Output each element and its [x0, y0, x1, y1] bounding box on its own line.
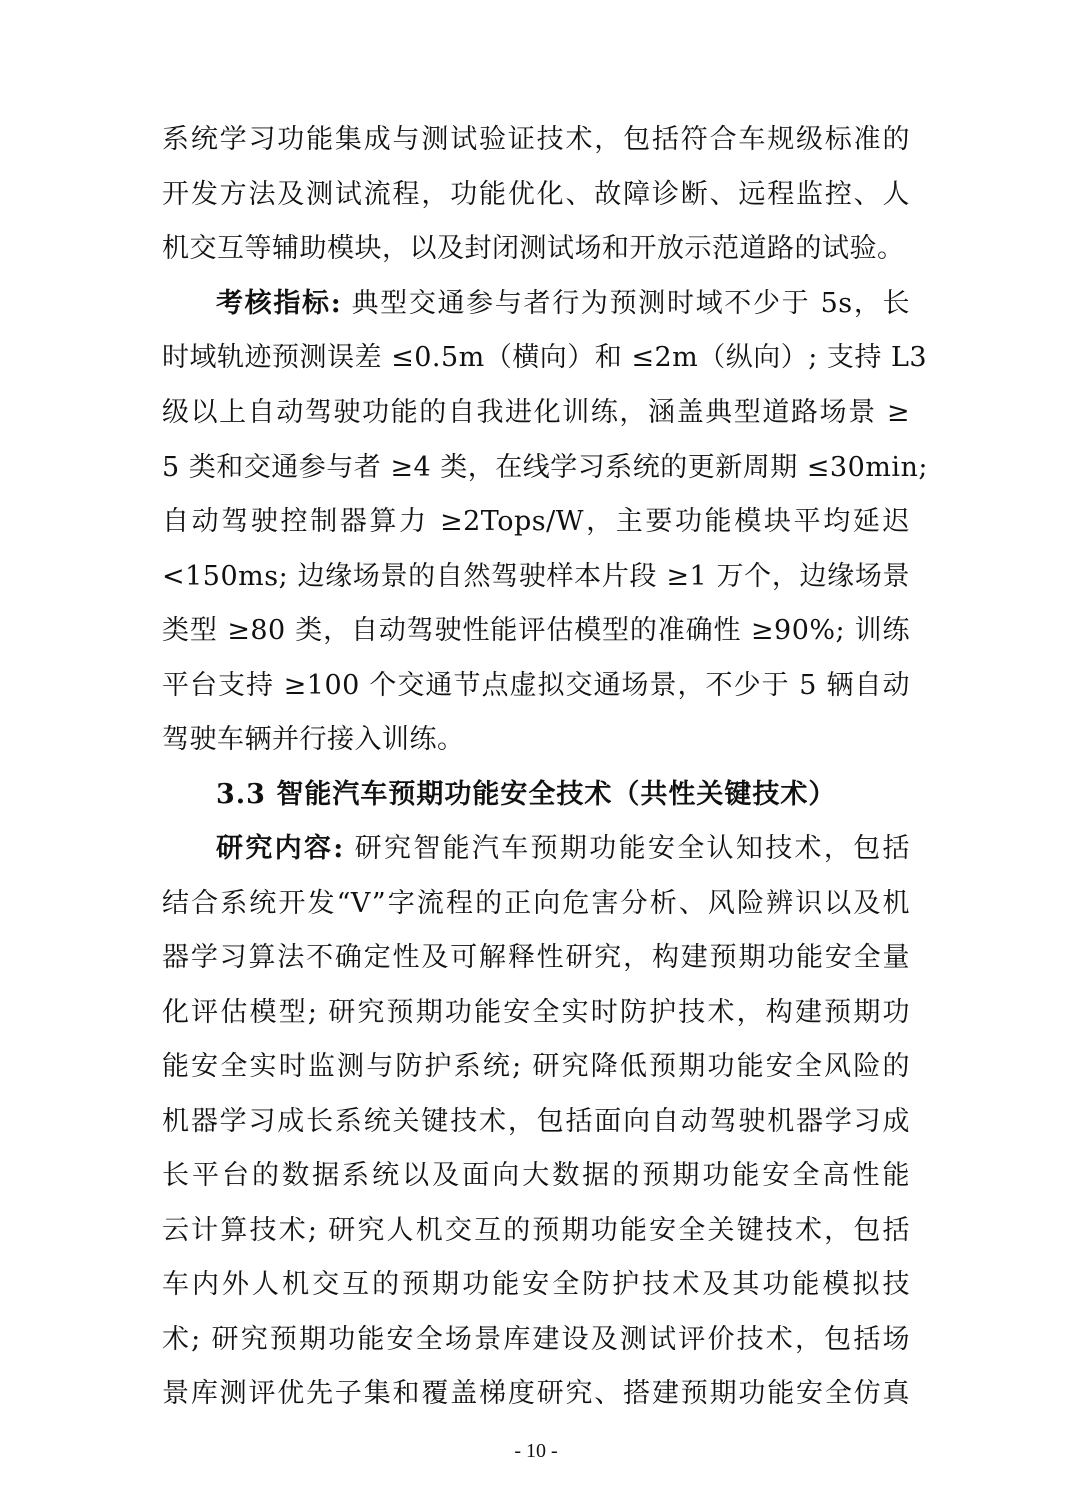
- body-line: 车内外人机交互的预期功能安全防护技术及其功能模拟技: [162, 1269, 910, 1300]
- body-line: 级以上自动驾驶功能的自我进化训练，涵盖典型道路场景 ≥: [162, 397, 910, 428]
- body-line: 驾驶车辆并行接入训练。: [162, 724, 465, 755]
- assessment-label: 考核指标:: [216, 288, 342, 319]
- body-line: 化评估模型; 研究预期功能安全实时防护技术，构建预期功: [162, 997, 910, 1028]
- body-line: 长平台的数据系统以及面向大数据的预期功能安全高性能: [162, 1160, 910, 1191]
- body-line: 类型 ≥80 类，自动驾驶性能评估模型的准确性 ≥90%; 训练: [162, 615, 910, 646]
- body-line: 平台支持 ≥100 个交通节点虚拟交通场景，不少于 5 辆自动: [162, 670, 910, 701]
- body-line: <150ms; 边缘场景的自然驾驶样本片段 ≥1 万个，边缘场景: [162, 561, 910, 592]
- body-line: 时域轨迹预测误差 ≤0.5m（横向）和 ≤2m（纵向）; 支持 L3: [162, 342, 928, 373]
- body-line: 机器学习成长系统关键技术，包括面向自动驾驶机器学习成: [162, 1106, 910, 1137]
- body-line: 系统学习功能集成与测试验证技术，包括符合车规级标准的: [162, 124, 910, 155]
- section-heading: 3.3 智能汽车预期功能安全技术（共性关键技术）: [216, 779, 837, 810]
- body-line: 5 类和交通参与者 ≥4 类，在线学习系统的更新周期 ≤30min;: [162, 452, 929, 483]
- research-text: 研究智能汽车预期功能安全认知技术，包括: [343, 833, 910, 864]
- body-line: 机交互等辅助模块，以及封闭测试场和开放示范道路的试验。: [162, 233, 905, 264]
- body-line: 景库测评优先子集和覆盖梯度研究、搭建预期功能安全仿真: [162, 1378, 910, 1409]
- body-line: 术; 研究预期功能安全场景库建设及测试评价技术，包括场: [162, 1324, 910, 1355]
- body-line: 自动驾驶控制器算力 ≥2Tops/W，主要功能模块平均延迟: [162, 506, 910, 537]
- body-line: 结合系统开发“V”字流程的正向危害分析、风险辨识以及机: [162, 888, 910, 919]
- assessment-first-line: [216, 284, 910, 324]
- body-line: 云计算技术; 研究人机交互的预期功能安全关键技术，包括: [162, 1215, 910, 1246]
- assessment-text: 典型交通参与者行为预测时域不少于 5s，长: [341, 288, 911, 319]
- research-label: 研究内容:: [216, 833, 344, 864]
- research-first-line: [216, 829, 910, 869]
- body-line: 开发方法及测试流程，功能优化、故障诊断、远程监控、人: [162, 179, 910, 210]
- body-line: 能安全实时监测与防护系统; 研究降低预期功能安全风险的: [162, 1051, 910, 1082]
- body-line: 器学习算法不确定性及可解释性研究，构建预期功能安全量: [162, 942, 910, 973]
- page-number: - 10 -: [514, 1440, 558, 1462]
